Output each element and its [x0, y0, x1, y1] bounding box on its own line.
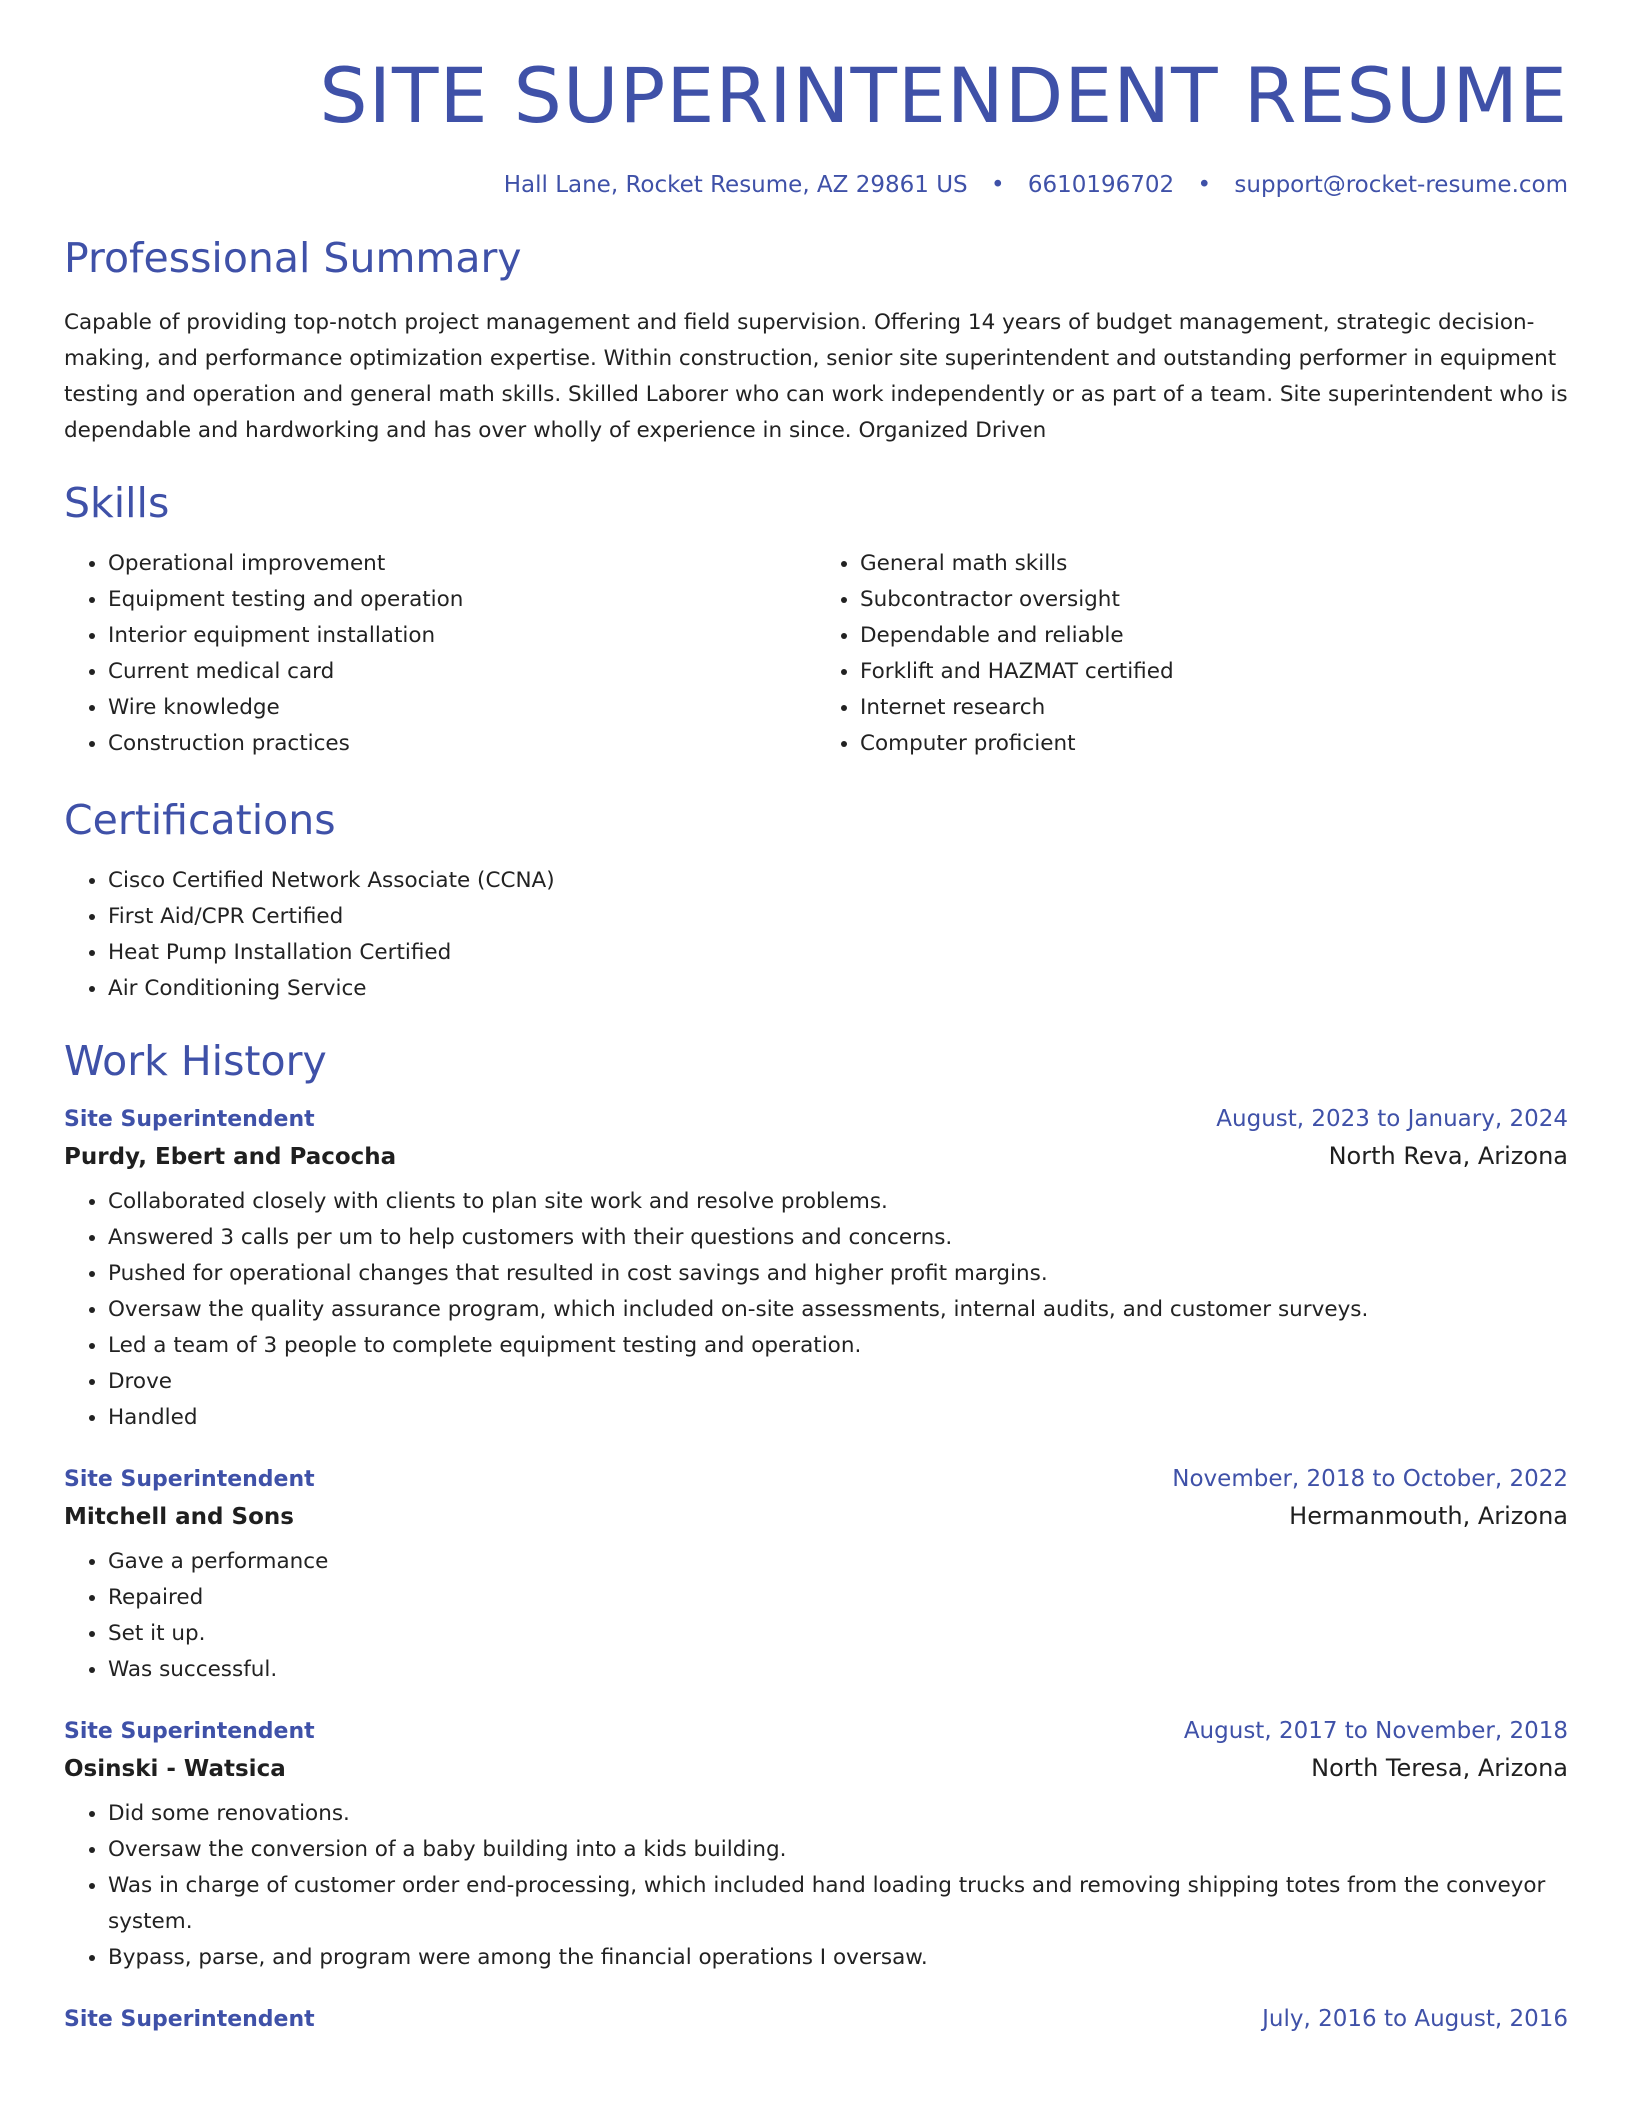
skill-item: • Internet research: [860, 690, 1568, 726]
skill-item: • Computer proficient: [860, 726, 1568, 762]
skills-heading: Skills: [64, 478, 170, 527]
job-role: Site Superintendent: [64, 2006, 315, 2032]
job-company: Purdy, Ebert and Pacocha: [64, 1143, 397, 1170]
job-duty-item: • Pushed for operational changes that resulted in cost savings and higher profit margins.: [108, 1256, 1568, 1292]
job-duty-item: • Repaired: [108, 1580, 1568, 1616]
job-duties-list: [64, 1544, 1568, 1688]
skills-left-list: [64, 546, 816, 762]
contact-phone: 6610196702: [1027, 171, 1175, 198]
job-role: Site Superintendent: [64, 1106, 315, 1132]
skill-item: • Current medical card: [108, 654, 816, 690]
job-header-row: [64, 1466, 1568, 1492]
job-entry: [64, 1718, 1568, 1976]
skill-item: • Construction practices: [108, 726, 816, 762]
job-entry: [64, 2006, 1568, 2032]
job-duty-item: • Oversaw the quality assurance program, which included on-site assessments, internal audits, and customer surveys.: [108, 1292, 1568, 1328]
contact-line: [64, 172, 1568, 198]
job-duty-item: • Drove: [108, 1364, 1568, 1400]
certification-item: • Air Conditioning Service: [108, 971, 1568, 1007]
work-history-list: [64, 1106, 1568, 2032]
job-company: Mitchell and Sons: [64, 1503, 294, 1530]
job-entry: [64, 1106, 1568, 1436]
skills-right-list: [816, 546, 1568, 762]
summary-text: Capable of providing top-notch project management and field supervision. Offering 14 years of budget management, strategic decision-making, and performance optimization expertise. Within construction, senior site superintendent and outstanding performer in equipment testing and operation and general math skills. Skilled Laborer who can work independently or as part of a team. Site superintendent who is dependable and hardworking and has over wholly of experience in since. Organized Driven: [64, 309, 1568, 443]
job-header-row: [64, 1106, 1568, 1132]
job-dates: August, 2017 to November, 2018: [1183, 1717, 1568, 1744]
certification-item: • Heat Pump Installation Certified: [108, 935, 1568, 971]
resume-title: SITE SUPERINTENDENT RESUME: [319, 51, 1568, 140]
certification-item: • First Aid/CPR Certified: [108, 899, 1568, 935]
job-duty-item: • Collaborated closely with clients to plan site work and resolve problems.: [108, 1184, 1568, 1220]
job-duty-item: • Set it up.: [108, 1616, 1568, 1652]
contact-separator: •: [1197, 171, 1212, 198]
skill-item: • Equipment testing and operation: [108, 582, 816, 618]
job-entry: [64, 1466, 1568, 1688]
job-duty-item: • Oversaw the conversion of a baby building into a kids building.: [108, 1832, 1568, 1868]
skills-list: [64, 546, 1568, 762]
skill-item: • Operational improvement: [108, 546, 816, 582]
skills-column-right: [816, 546, 1568, 762]
job-duty-item: • Was successful.: [108, 1652, 1568, 1688]
certifications-list: [64, 863, 1568, 1007]
job-duty-item: • Handled: [108, 1400, 1568, 1436]
skill-item: • Forklift and HAZMAT certified: [860, 654, 1568, 690]
skill-item: • Wire knowledge: [108, 690, 816, 726]
job-company-row: [64, 1142, 1568, 1170]
job-role: Site Superintendent: [64, 1718, 315, 1744]
job-duty-item: • Answered 3 calls per um to help customers with their questions and concerns.: [108, 1220, 1568, 1256]
job-duty-item: • Bypass, parse, and program were among the financial operations I oversaw.: [108, 1940, 1568, 1976]
skill-item: • Interior equipment installation: [108, 618, 816, 654]
skill-item: • Dependable and reliable: [860, 618, 1568, 654]
skills-column-left: [64, 546, 816, 762]
job-role: Site Superintendent: [64, 1466, 315, 1492]
skill-item: • General math skills: [860, 546, 1568, 582]
job-location: North Reva, Arizona: [1328, 1141, 1568, 1170]
job-duty-item: • Was in charge of customer order end-processing, which included hand loading trucks and removing shipping totes from the conveyor system.: [108, 1868, 1568, 1940]
job-dates: November, 2018 to October, 2022: [1172, 1465, 1568, 1492]
certifications-heading: Certifications: [64, 795, 336, 844]
work-history-heading: Work History: [64, 1036, 327, 1085]
summary-heading: Professional Summary: [64, 233, 522, 282]
job-duty-item: • Led a team of 3 people to complete equipment testing and operation.: [108, 1328, 1568, 1364]
job-header-row: [64, 1718, 1568, 1744]
job-location: Hermanmouth, Arizona: [1289, 1501, 1568, 1530]
contact-separator: •: [990, 171, 1005, 198]
job-company-row: [64, 1754, 1568, 1782]
contact-email: support@rocket-resume.com: [1234, 171, 1568, 198]
skill-item: • Subcontractor oversight: [860, 582, 1568, 618]
job-dates: August, 2023 to January, 2024: [1216, 1105, 1568, 1132]
job-duty-item: • Gave a performance: [108, 1544, 1568, 1580]
job-header-row: [64, 2006, 1568, 2032]
job-dates: July, 2016 to August, 2016: [1262, 2005, 1568, 2032]
job-duty-item: • Did some renovations.: [108, 1796, 1568, 1832]
job-duties-list: [64, 1184, 1568, 1436]
resume-page: [64, 0, 1568, 2032]
job-company: Osinski - Watsica: [64, 1755, 286, 1782]
job-company-row: [64, 1502, 1568, 1530]
job-location: North Teresa, Arizona: [1311, 1753, 1568, 1782]
contact-address: Hall Lane, Rocket Resume, AZ 29861 US: [503, 171, 968, 198]
certification-item: • Cisco Certified Network Associate (CCNA): [108, 863, 1568, 899]
job-duties-list: [64, 1796, 1568, 1976]
